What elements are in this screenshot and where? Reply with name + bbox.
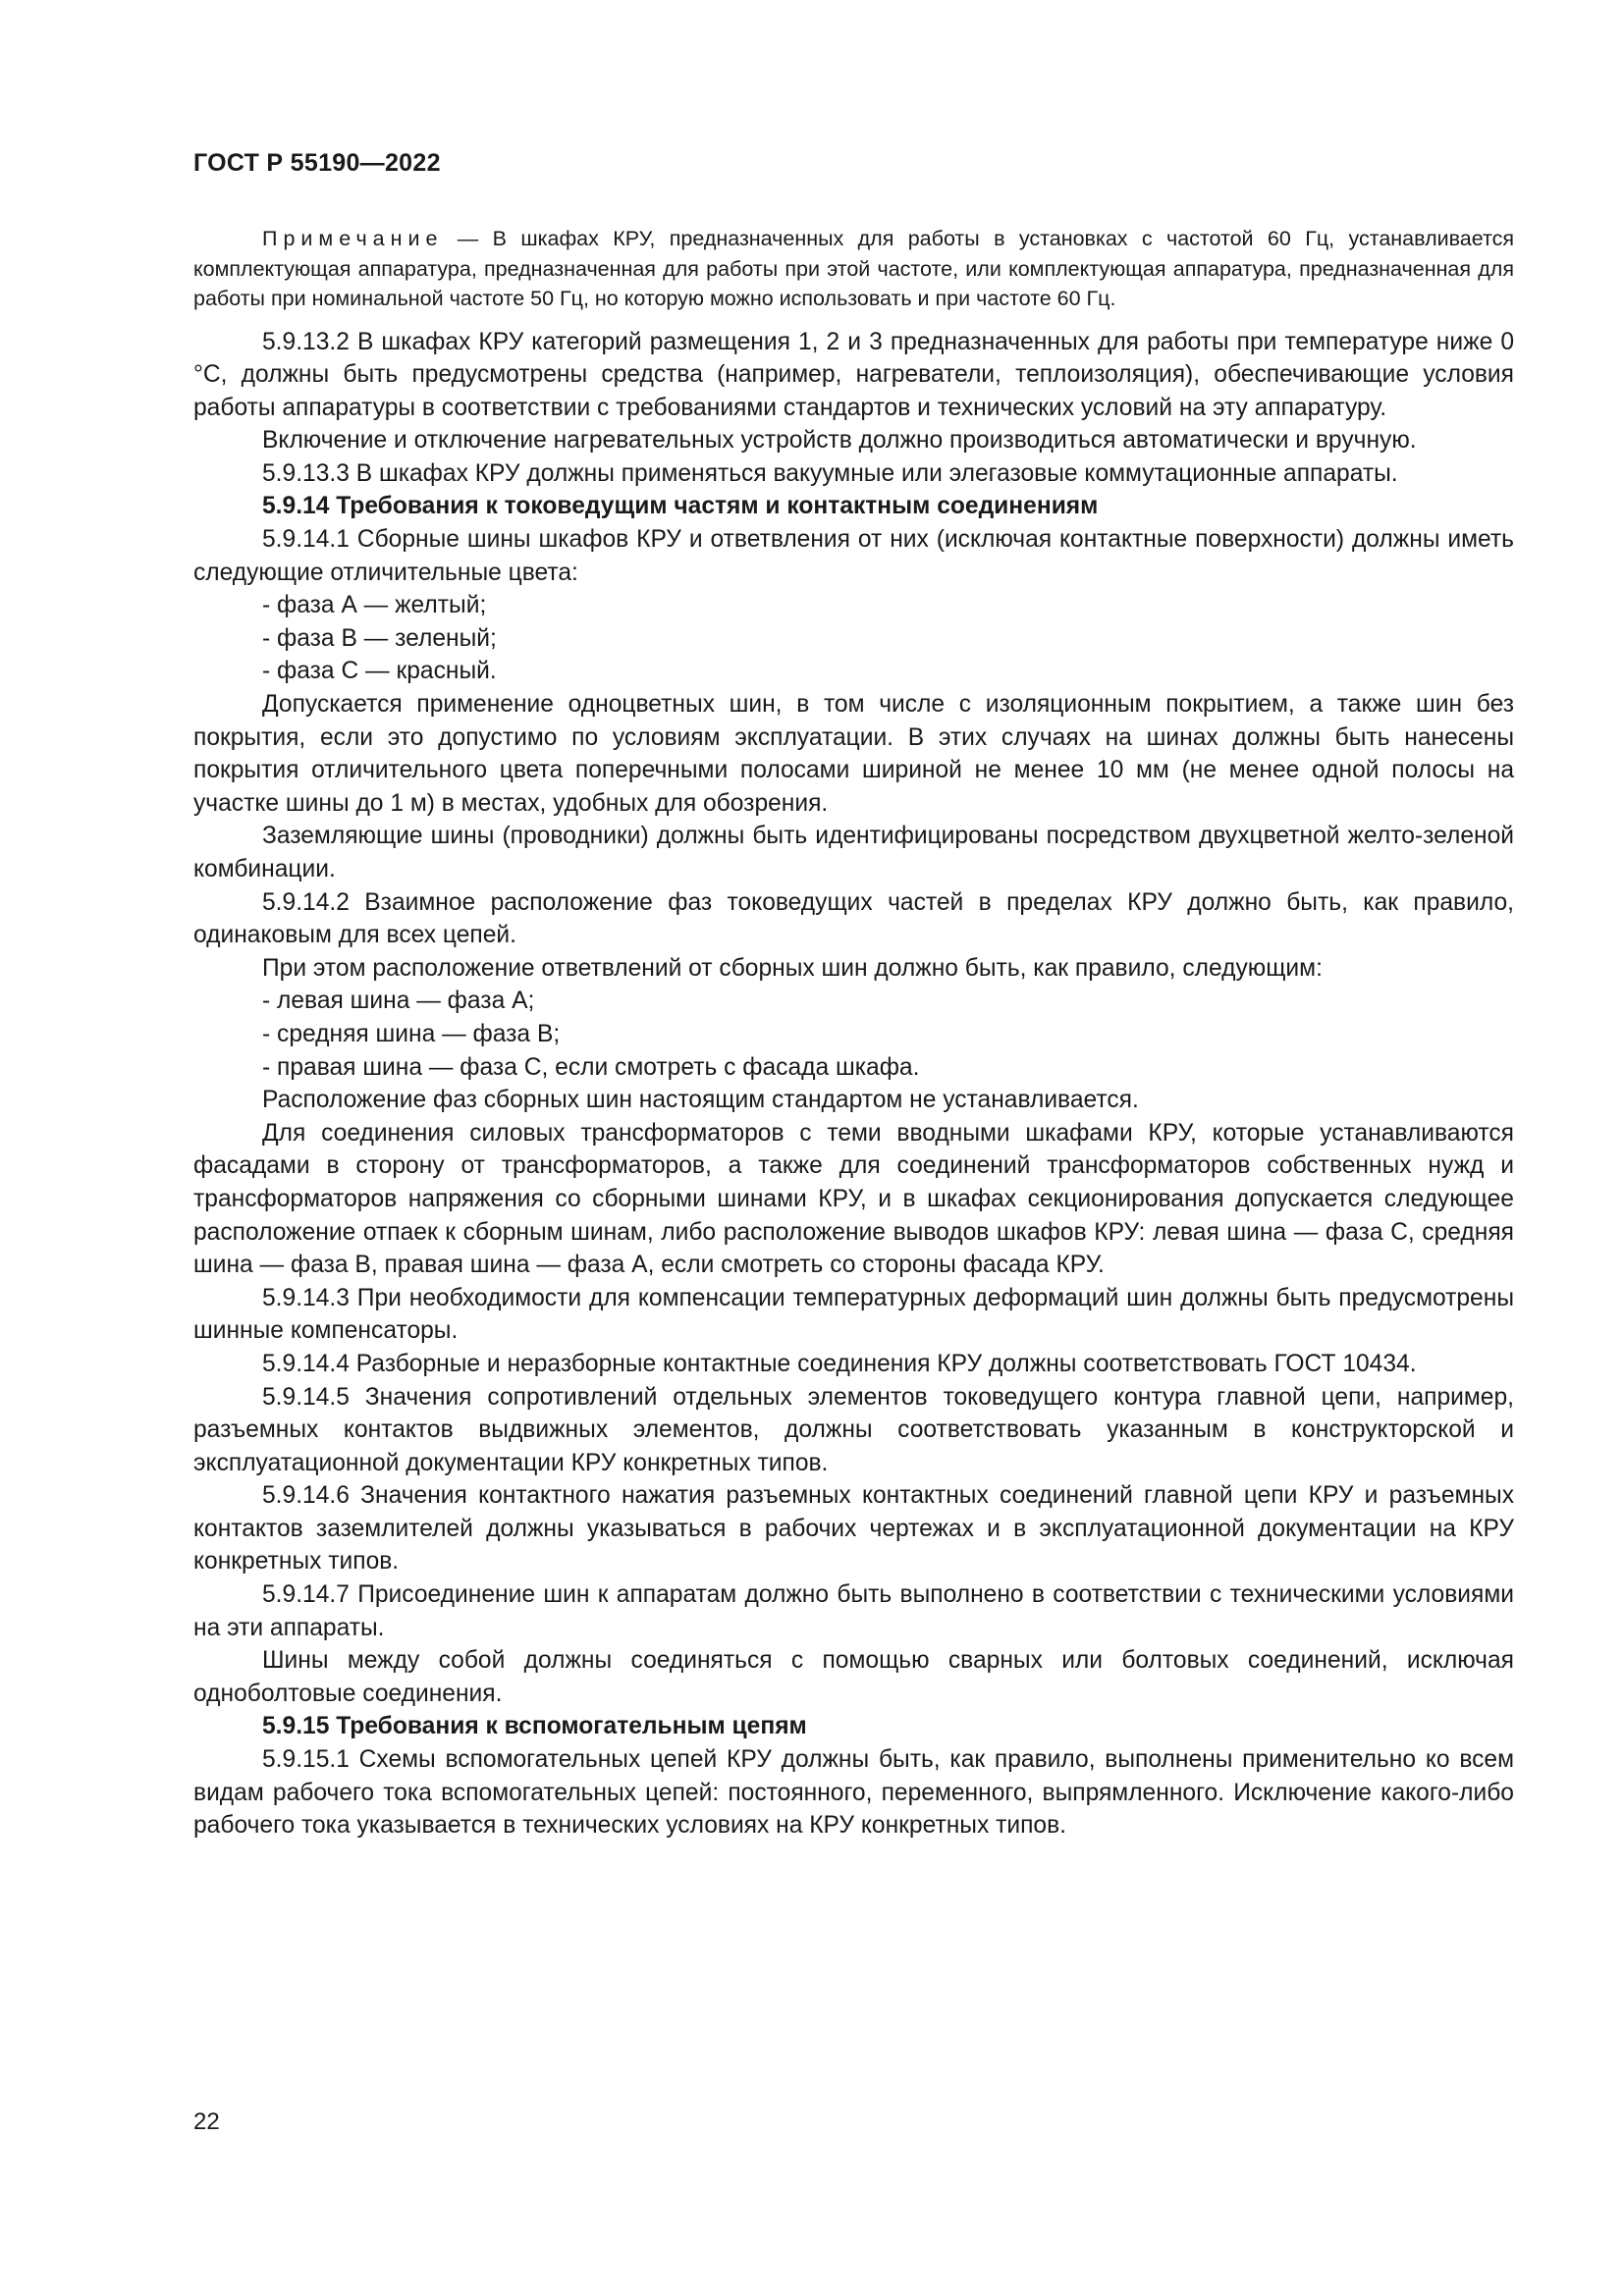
paragraph-5-9-14-5: 5.9.14.5 Значения сопротивлений отдельных элементов токоведущего контура главной цепи, например, разъемных контактов выдвижных элементов, должны соответствовать указанным в конструкторской и эксплуатационной документации КРУ конкретных типов. — [193, 1383, 1514, 1476]
paragraph-5-9-13-2: 5.9.13.2 В шкафах КРУ категорий размещения 1, 2 и 3 предназначенных для работы при температуре ниже 0 °С, должны быть предусмотрены средства (например, нагреватели, теплоизоляция), обеспечивающие условия работы аппаратуры в соответствии с требованиями стандартов и технических условий на эту аппаратуру. — [193, 328, 1514, 421]
list-item-left-bar: - левая шина — фаза А; — [262, 988, 535, 1015]
paragraph-5-9-14-6: 5.9.14.6 Значения контактного нажатия разъемных контактных соединений главной цепи КРУ и разъемных контактов заземлителей должны указываться в рабочих чертежах и в эксплуатационной документации на КРУ конкретных типов. — [193, 1482, 1514, 1575]
paragraph-5-9-14-4: 5.9.14.4 Разборные и неразборные контактные соединения КРУ должны соответствовать ГОСТ 10434. — [262, 1350, 1417, 1377]
paragraph-transformer-connection: Для соединения силовых трансформаторов с теми вводными шкафами КРУ, которые устанавливаются фасадами в сторону от трансформаторов, а также для соединений трансформаторов собственных нужд и трансформаторов напряжения со сборными шинами КРУ, и в шкафах секционирования допускается следующее расположение отпаек к сборным шинам, либо расположение выводов шкафов КРУ: левая шина — фаза С, средняя шина — фаза В, правая шина — фаза А, если смотреть со стороны фасада КРУ. — [193, 1119, 1514, 1279]
note-paragraph — [193, 224, 1514, 314]
paragraph-5-9-14-3: 5.9.14.3 При необходимости для компенсации температурных деформаций шин должны быть предусмотрены шинные компенсаторы. — [193, 1284, 1514, 1345]
paragraph-5-9-15-1: 5.9.15.1 Схемы вспомогательных цепей КРУ должны быть, как правило, выполнены применительно ко всем видам рабочего тока вспомогательных цепей: постоянного, переменного, выпрямленного. Исключение какого-либо рабочего тока указывается в технических условиях на КРУ конкретных типов. — [193, 1746, 1514, 1840]
note-label: Примечание — [262, 227, 444, 250]
paragraph-heating-control: Включение и отключение нагревательных устройств должно производиться автоматически и вручную. — [262, 427, 1417, 454]
document-body — [193, 224, 1514, 1842]
section-heading-5-9-14: 5.9.14 Требования к токоведущим частям и контактным соединениям — [262, 493, 1099, 520]
paragraph-5-9-14-1: 5.9.14.1 Сборные шины шкафов КРУ и ответвления от них (исключая контактные поверхности) должны иметь следующие отличительные цвета: — [193, 526, 1514, 586]
list-item-phase-b: - фаза В — зеленый; — [262, 624, 497, 652]
document-header: ГОСТ Р 55190—2022 — [193, 149, 441, 177]
paragraph-5-9-14-7: 5.9.14.7 Присоединение шин к аппаратам должно быть выполнено в соответствии с техническими условиями на эти аппараты. — [193, 1581, 1514, 1641]
paragraph-5-9-13-3: 5.9.13.3 В шкафах КРУ должны применяться вакуумные или элегазовые коммутационные аппараты. — [262, 459, 1398, 487]
list-item-right-bar: - правая шина — фаза С, если смотреть с фасада шкафа. — [262, 1053, 920, 1081]
paragraph-5-9-14-2: 5.9.14.2 Взаимное расположение фаз токоведущих частей в пределах КРУ должно быть, как правило, одинаковым для всех цепей. — [193, 888, 1514, 949]
section-heading-5-9-15: 5.9.15 Требования к вспомогательным цепям — [262, 1713, 807, 1740]
paragraph-grounding-bars: Заземляющие шины (проводники) должны быть идентифицированы посредством двухцветной желто-зеленой комбинации. — [193, 823, 1514, 882]
page-number: 22 — [193, 2109, 220, 2135]
paragraph-phase-arrangement: Расположение фаз сборных шин настоящим стандартом не устанавливается. — [262, 1087, 1139, 1114]
list-item-phase-a: - фаза А — желтый; — [262, 592, 487, 619]
list-item-phase-c: - фаза С — красный. — [262, 658, 497, 685]
note-text: — В шкафах КРУ, предназначенных для работы в установках с частотой 60 Гц, устанавливается комплектующая аппаратура, предназначенная для работы при этой частоте, или комплектующая аппаратура, предназначенная для работы при номинальной частоте 50 Гц, но которую можно использовать и при частоте 60 Гц. — [193, 227, 1514, 310]
paragraph-single-color-bars: Допускается применение одноцветных шин, в том числе с изоляционным покрытием, а также шин без покрытия, если это допустимо по условиям эксплуатации. В этих случаях на шинах должны быть нанесены покрытия отличительного цвета поперечными полосами шириной не менее 10 мм (не менее одной полосы на участке шины до 1 м) в местах, удобных для обозрения. — [193, 691, 1514, 817]
paragraph-branch-arrangement: При этом расположение ответвлений от сборных шин должно быть, как правило, следующим: — [262, 954, 1323, 982]
paragraph-bar-joints: Шины между собой должны соединяться с помощью сварных или болтовых соединений, исключая одноболтовые соединения. — [193, 1647, 1514, 1707]
list-item-middle-bar: - средняя шина — фаза В; — [262, 1020, 561, 1047]
